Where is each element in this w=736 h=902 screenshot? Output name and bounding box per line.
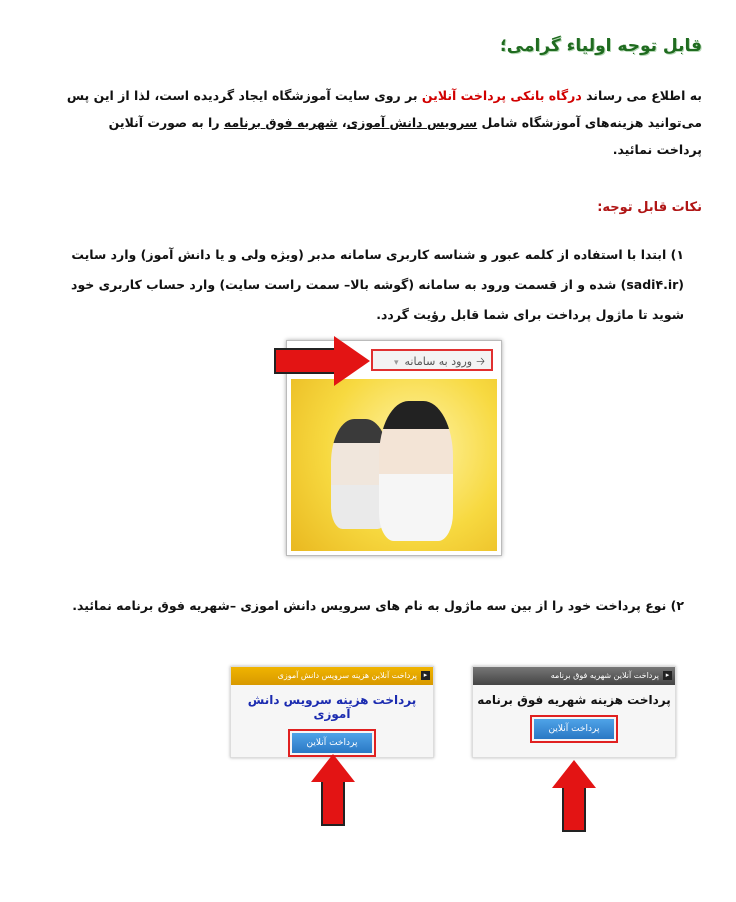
card-arrow-icon: ▸: [663, 671, 672, 680]
button-highlight: [530, 715, 618, 743]
chevron-down-icon: ▾: [393, 358, 399, 368]
intro-paragraph: [62, 82, 702, 163]
note-text-1: ابتدا با استفاده از کلمه عبور و شناسه کاربری سامانه مدبر (ویژه ولی و یا دانش آموز) وارد سایت (sadi۴.ir) شده و از قسمت ورود به سامانه (گوشه بالا– سمت راست سایت) وارد حساب کاربری خود شوید تا ماژول پرداخت برای شما قابل رؤیت گردد.: [71, 247, 684, 322]
intro-service-link: سرویس دانش آموزی: [346, 115, 478, 130]
arrow-up-icon-body: [562, 788, 586, 832]
intro-text-1: به اطلاع می رساند: [581, 88, 702, 103]
intro-text-3: را به صورت آنلاین پرداخت نمائید.: [108, 115, 702, 157]
arrow-right-icon: [334, 336, 370, 386]
page-title: قابل توجه اولیاء گرامی؛: [499, 36, 702, 56]
note-item-2: [64, 592, 684, 619]
intro-text-2: بر روی سایت آموزشگاه ایجاد گردیده است، لذا از این پس می‌توانید هزینه‌های آموزشگاه شامل: [66, 88, 702, 130]
arrow-up-icon: [552, 760, 596, 788]
arrow-up-icon: [311, 754, 355, 782]
card-header: [231, 667, 433, 685]
note-number-2: ۲): [670, 598, 684, 613]
notes-heading: نکات قابل توجه:: [597, 200, 702, 215]
arrow-right-icon-body: [274, 348, 336, 374]
arrow-up-icon-body: [321, 782, 345, 826]
card-header-label: پرداخت آنلاین هزینه سرویس دانش آموزی: [277, 671, 417, 680]
tuition-payment-card: [472, 666, 676, 758]
leaders-banner: [291, 379, 497, 551]
portrait-2: [379, 401, 453, 541]
intro-tuition-link: شهریه فوق برنامه: [223, 115, 338, 130]
card-header: [473, 667, 675, 685]
note-text-2: نوع پرداخت خود را از بین سه ماژول به نام های سرویس دانش اموزی –شهریه فوق برنامه نمائید.: [72, 598, 667, 613]
card-title: پرداخت هزینه شهریه فوق برنامه: [477, 693, 671, 707]
service-payment-card: [230, 666, 434, 758]
intro-highlight: درگاه بانکی پرداخت آنلاین: [421, 88, 582, 103]
note-number-1: ۱): [670, 247, 684, 262]
card-header-label: پرداخت آنلاین شهریه فوق برنامه: [550, 671, 659, 680]
login-widget[interactable]: [371, 349, 493, 371]
pay-online-button[interactable]: پرداخت آنلاین: [534, 719, 614, 739]
card-arrow-icon: ▸: [421, 671, 430, 680]
login-icon: 🡢: [476, 355, 485, 368]
card-title: پرداخت هزینه سرویس دانش آموزی: [247, 693, 417, 721]
button-highlight: [288, 729, 376, 757]
note-item-1: [64, 240, 684, 330]
intro-comma: ،: [337, 115, 347, 130]
login-label: ورود به سامانه: [404, 355, 473, 368]
pay-online-button[interactable]: پرداخت آنلاین: [292, 733, 372, 753]
